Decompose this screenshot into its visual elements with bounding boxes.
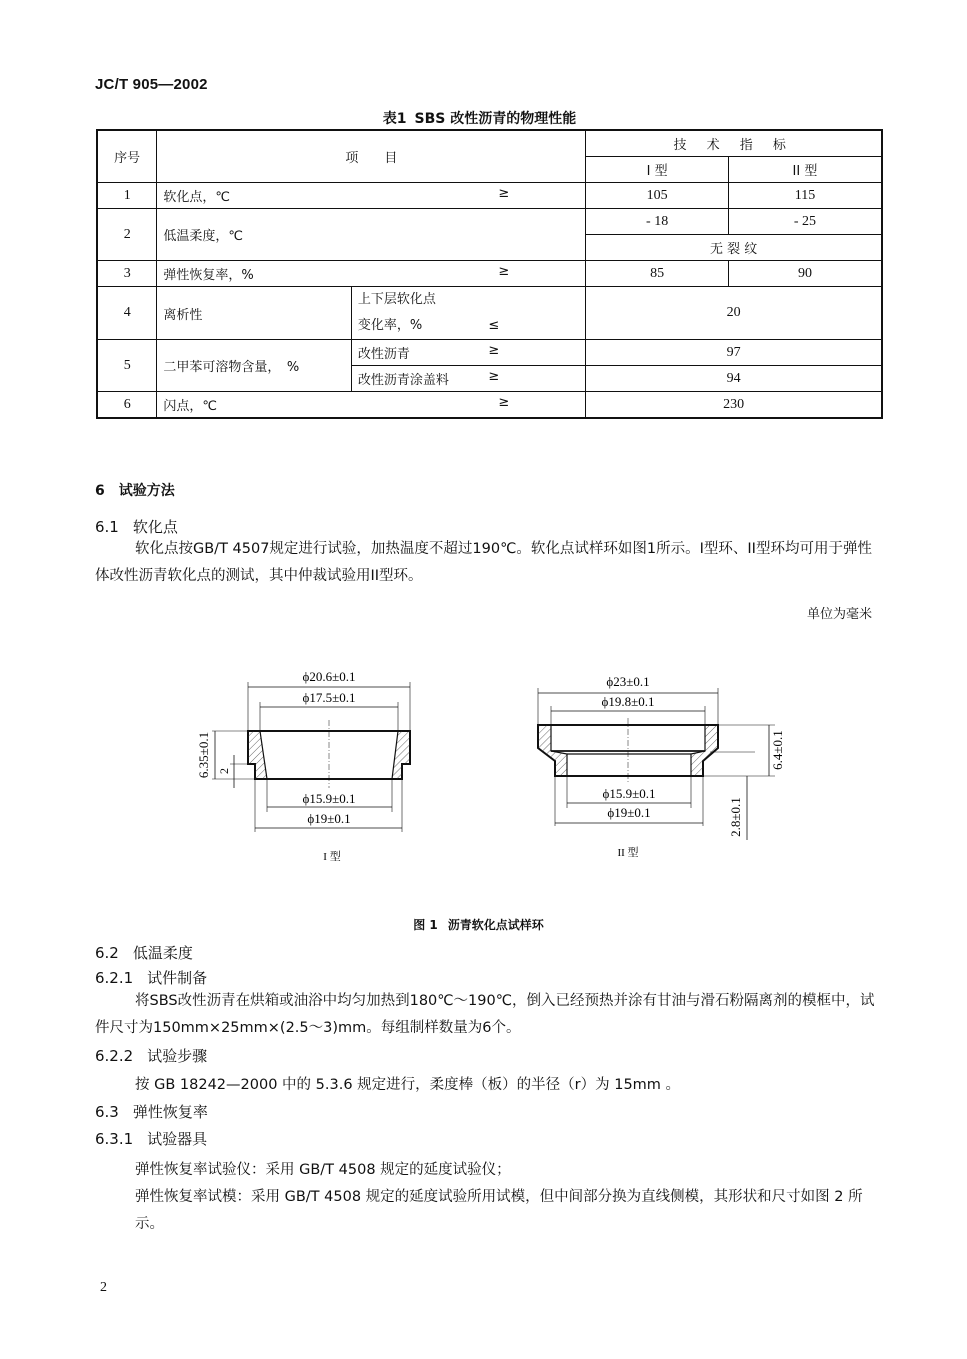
figure-title: 沥青软化点试样环 (447, 918, 544, 932)
dim-height: 6.35±0.1 (196, 731, 211, 779)
dim-outer-bottom: ϕ19±0.1 (307, 811, 351, 826)
dim-inner-bottom: ϕ15.9±0.1 (302, 791, 356, 806)
dim-height: 6.4±0.1 (770, 730, 785, 770)
item-label: 软化点，℃ (163, 190, 230, 205)
dim-step: 2 (217, 768, 231, 774)
table-row (97, 340, 882, 366)
value-common: 230 (586, 392, 882, 419)
comparison-symbol: ≥ (488, 369, 500, 384)
section-number: 6.1 (95, 518, 119, 536)
row-no: 4 (97, 287, 157, 340)
section-number: 6.3 (95, 1103, 119, 1121)
section-number: 6.2.1 (95, 969, 134, 987)
table-row (97, 209, 882, 235)
section-6-3-1-paragraph-2: 弹性恢复率试模：采用 GB/T 4508 规定的延度试验所用试模，但中间部分换为直线侧模，其形状和尺寸如图 2 所示。 (135, 1189, 863, 1232)
header-type2: II 型 (728, 157, 882, 183)
row-item (157, 261, 586, 287)
section-6-heading (95, 480, 175, 500)
figure-number: 图 1 (413, 918, 438, 932)
section-title: 试验步骤 (147, 1047, 208, 1065)
section-number: 6.2.2 (95, 1047, 134, 1065)
value-type1: 105 (586, 183, 729, 209)
section-title: 软化点 (132, 518, 178, 536)
dim-inner-top: ϕ19.8±0.1 (601, 694, 655, 709)
table-header-row (97, 130, 882, 157)
figure-caption (0, 916, 967, 933)
row-item (157, 392, 586, 419)
section-title: 试验方法 (118, 483, 175, 499)
comparison-symbol: ≥ (498, 264, 510, 279)
table-row (97, 261, 882, 287)
ring-type1-label: I 型 (323, 851, 341, 863)
section-6-2-2-paragraph: 按 GB 18242—2000 中的 5.3.6 规定进行，柔度棒（板）的半径（r）为 15mm 。 (135, 1077, 681, 1093)
table-row (97, 183, 882, 209)
section-6-3-1-heading (95, 1128, 207, 1149)
table-title (0, 108, 967, 128)
section-number: 6.2 (95, 944, 119, 962)
row-item (157, 183, 586, 209)
dim-outer-top: ϕ20.6±0.1 (302, 669, 356, 684)
row-subitem (351, 287, 586, 340)
subitem-label: 改性沥青 (357, 347, 410, 362)
value-common: 97 (586, 340, 882, 366)
subitem-label: 变化率，% (357, 318, 423, 333)
header-no: 序号 (97, 130, 157, 183)
value-type2: - 25 (728, 209, 882, 235)
header-item: 项 目 (157, 130, 586, 183)
row-item: 低温柔度，℃ (157, 209, 586, 261)
unit-note: 单位为毫米 (806, 607, 872, 622)
ring-wall-right (392, 731, 410, 779)
dim-outer-bottom: ϕ19±0.1 (607, 805, 651, 820)
row-item: 离析性 (157, 287, 351, 340)
value-common: 20 (586, 287, 882, 340)
row-no: 5 (97, 340, 157, 392)
row-item: 二甲苯可溶物含量， % (157, 340, 351, 392)
section-6-2-1-paragraph: 将SBS改性沥青在烘箱或油浴中均匀加热到180℃～190℃，倒入已经预热并涂有甘油与滑石粉隔离剂的模框中，试件尺寸为150mm×25mm×(2.5～3)mm。每组制样数量为6个。 (95, 993, 875, 1036)
subitem-label: 改性沥青涂盖料 (357, 373, 449, 388)
row-subitem (351, 366, 586, 392)
row-no: 6 (97, 392, 157, 419)
value-type2: 90 (728, 261, 882, 287)
section-6-2-1-heading (95, 967, 207, 988)
item-label: 闪点，℃ (163, 399, 217, 414)
comparison-symbol: ≥ (498, 395, 510, 410)
section-6-1-heading (95, 516, 178, 537)
section-6-2-heading (95, 942, 193, 963)
comparison-symbol: ≥ (488, 343, 500, 358)
table-number: 表1 (382, 111, 407, 127)
ring-type1-drawing (190, 660, 430, 870)
section-title: 试件制备 (147, 969, 208, 987)
value-type1: - 18 (586, 209, 729, 235)
header-tech: 技 术 指 标 (586, 130, 882, 157)
section-6-3-1-paragraph-1: 弹性恢复率试验仪：采用 GB/T 4508 规定的延度试验仪； (135, 1162, 511, 1178)
value-type2: 115 (728, 183, 882, 209)
subitem-line2 (358, 313, 580, 339)
document-id: JC/T 905—2002 (95, 76, 208, 93)
item-label: 弹性恢复率，% (163, 268, 254, 283)
dim-inner-top: ϕ17.5±0.1 (302, 690, 356, 705)
page-number: 2 (100, 1280, 107, 1295)
subitem-line1: 上下层软化点 (357, 292, 436, 307)
comparison-symbol: ≥ (498, 186, 510, 201)
dim-inner-bottom: ϕ15.9±0.1 (602, 786, 656, 801)
properties-table (96, 129, 883, 419)
table-row (97, 392, 882, 419)
section-6-2-2-heading (95, 1045, 207, 1066)
value-common: 无 裂 纹 (586, 235, 882, 261)
row-no: 2 (97, 209, 157, 261)
ring-wall-left (248, 731, 267, 779)
section-title: 低温柔度 (132, 944, 193, 962)
row-no: 1 (97, 183, 157, 209)
value-common: 94 (586, 366, 882, 392)
comparison-symbol: ≤ (488, 318, 500, 333)
section-6-1-paragraph: 软化点按GB/T 4507规定进行试验，加热温度不超过190℃。软化点试样环如图1所示。I型环、II型环均可用于弹性体改性沥青软化点的测试，其中仲裁试验用II型环。 (95, 541, 872, 584)
section-6-3-heading (95, 1101, 208, 1122)
ring-type2-label: II 型 (617, 847, 639, 859)
ring-type2-drawing (520, 660, 800, 870)
table-row (97, 287, 882, 340)
header-type1: I 型 (586, 157, 729, 183)
row-subitem (351, 340, 586, 366)
table-title-text: SBS 改性沥青的物理性能 (414, 111, 577, 127)
section-number: 6 (95, 483, 105, 499)
value-type1: 85 (586, 261, 729, 287)
section-number: 6.3.1 (95, 1130, 134, 1148)
row-no: 3 (97, 261, 157, 287)
section-title: 试验器具 (147, 1130, 208, 1148)
section-title: 弹性恢复率 (132, 1103, 208, 1121)
dim-outer-top: ϕ23±0.1 (606, 674, 650, 689)
dim-step: 2.8±0.1 (728, 797, 743, 837)
